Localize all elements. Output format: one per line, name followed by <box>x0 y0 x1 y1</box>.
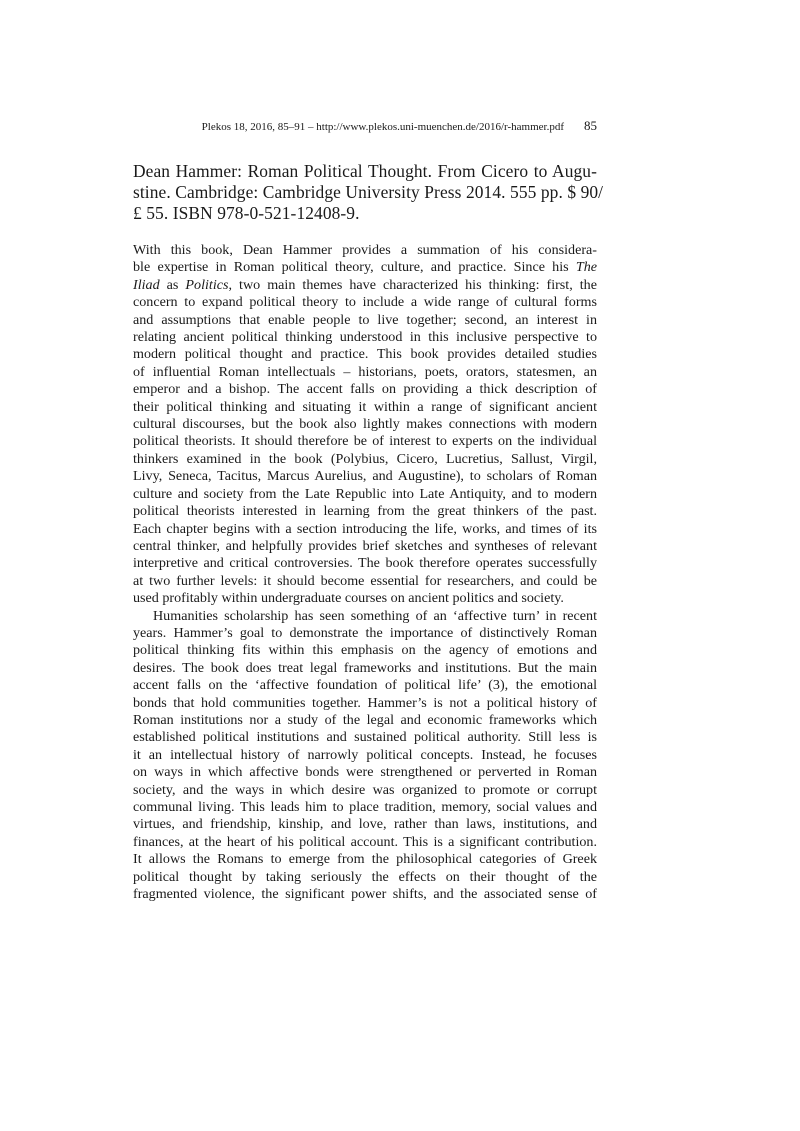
book-title-italic: Iliad <box>133 276 160 293</box>
text-line: Each chapter begins with a section introducing the life, works, and times of its <box>133 520 597 537</box>
text-line: central thinker, and helpfully provides brief sketches and syntheses of relevant <box>133 537 597 554</box>
text-line: at two further levels: it should become essential for researchers, and could be <box>133 572 597 589</box>
text-line: communal living. This leads him to place tradition, memory, social values and <box>133 799 597 815</box>
text-line: relating ancient political thinking understood in this inclusive perspective to <box>133 329 597 346</box>
text-line: emperor and a bishop. The accent falls on providing a thick description of <box>133 381 597 398</box>
text-line: years. Hammer’s goal to demonstrate the importance of distinctively Roman <box>133 624 597 641</box>
review-heading <box>133 161 604 224</box>
text-segment: ble expertise in Roman political theory, culture, and practice. Since his <box>133 259 576 276</box>
text-line: used profitably within undergraduate courses on ancient politics and society. <box>133 590 564 607</box>
text-line: political thinking fits within this emphasis on the agency of emotions and <box>133 642 597 659</box>
text-line: finances, at the heart of his political account. This is a significant contribution. <box>133 833 597 850</box>
text-line: and assumptions that enable people to live together; second, an interest in <box>133 311 597 328</box>
journal-citation: Plekos 18, 2016, 85–91 – http://www.plekos.uni-muenchen.de/2016/r-hammer.pdf <box>201 121 564 133</box>
heading-line: £ 55. ISBN 978-0-521-12408-9. <box>133 203 360 223</box>
text-line: interpretive and critical controversies. The book therefore operates successfully <box>133 555 597 572</box>
text-line: desires. The book does treat legal frameworks and institutions. But the main <box>133 659 597 676</box>
text-line: cultural discourses, but the book also lightly makes connections with modern <box>133 416 597 433</box>
text-line: political theorists. It should therefore be of interest to experts on the individual <box>133 433 597 450</box>
text-line: political thought by taking seriously the effects on their thought of the <box>133 868 597 885</box>
text-line: accent falls on the ‘affective foundation of political life’ (3), the emotional <box>133 677 597 694</box>
text-segment: , two main themes have characterized his thinking: first, the <box>228 276 597 293</box>
text-line: established political institutions and sustained political authority. Still less is <box>133 729 597 746</box>
book-title-italic: The <box>575 259 597 276</box>
text-line: thinkers examined in the book (Polybius, Cicero, Lucretius, Sallust, Virgil, <box>133 450 597 467</box>
paragraph-2 <box>133 608 597 904</box>
paragraph-1 <box>133 242 597 608</box>
text-line: fragmented violence, the significant power shifts, and the associated sense of <box>133 886 597 903</box>
text-line: their political thinking and situating it within a range of significant ancient <box>133 398 597 415</box>
text-line: culture and society from the Late Republic into Late Antiquity, and to modern <box>133 485 597 502</box>
book-title-italic: Politics <box>185 276 229 293</box>
text-line: Roman institutions nor a study of the legal and economic frameworks which <box>133 711 597 728</box>
text-line: political theorists interested in learning from the great thinkers of the past. <box>133 503 597 520</box>
text-segment: as <box>159 276 186 293</box>
text-line: modern political thought and practice. This book provides detailed studies <box>133 346 597 363</box>
text-line: It allows the Romans to emerge from the philosophical categories of Greek <box>133 851 597 868</box>
heading-line: Dean Hammer: Roman Political Thought. From Cicero to Augu- <box>133 161 597 181</box>
text-line: virtues, and friendship, kinship, and love, rather than laws, institutions, and <box>133 816 597 833</box>
page-number: 85 <box>584 118 597 133</box>
text-line <box>133 277 597 294</box>
heading-line: stine. Cambridge: Cambridge University Press 2014. 555 pp. $ 90/ <box>133 182 604 202</box>
text-line: Humanities scholarship has seen something of an ‘affective turn’ in recent <box>153 607 597 624</box>
text-line <box>133 259 597 276</box>
review-body <box>133 242 597 903</box>
text-line: With this book, Dean Hammer provides a summation of his considera- <box>133 242 597 258</box>
text-line: on ways in which affective bonds were strengthened or perverted in Roman <box>133 764 597 781</box>
text-line: it an intellectual history of narrowly political concepts. Instead, he focuses <box>133 746 597 763</box>
text-line: bonds that hold communities together. Hammer’s is not a political history of <box>133 694 597 711</box>
text-line: concern to expand political theory to include a wide range of cultural forms <box>133 294 597 311</box>
text-line: Livy, Seneca, Tacitus, Marcus Aurelius, and Augustine), to scholars of Roman <box>133 468 597 485</box>
running-header <box>133 118 597 134</box>
text-line: society, and the ways in which desire was organized to promote or corrupt <box>133 781 597 798</box>
document-page <box>133 118 604 903</box>
text-line: of influential Roman intellectuals – historians, poets, orators, statesmen, an <box>133 363 597 380</box>
